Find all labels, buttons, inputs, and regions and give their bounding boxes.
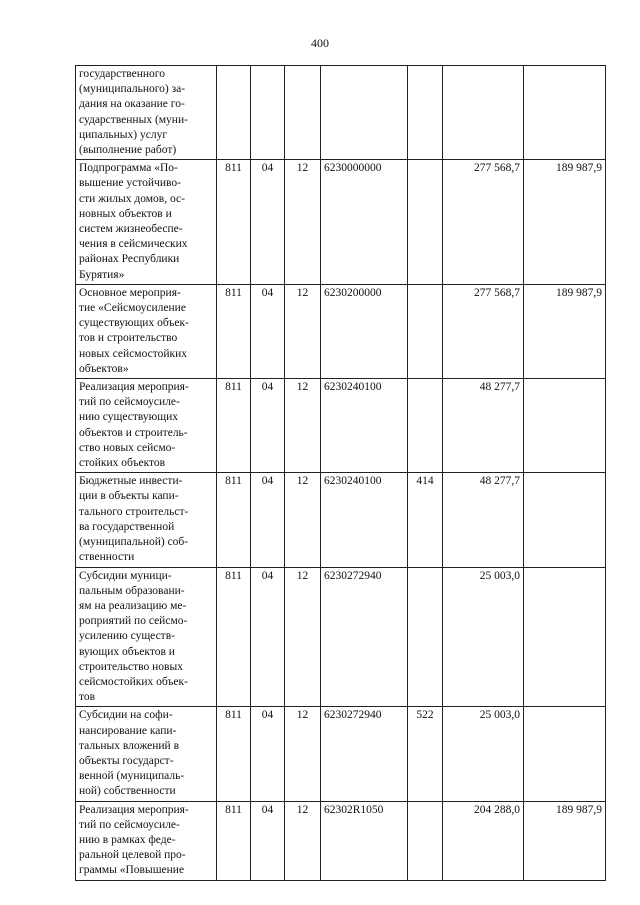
- section-code: [251, 66, 285, 160]
- section-code: 04: [251, 567, 285, 707]
- target-article: 6230240100: [321, 473, 408, 567]
- subsection-code: 12: [285, 473, 321, 567]
- subsection-code: 12: [285, 567, 321, 707]
- ministry-code: 811: [217, 284, 251, 378]
- section-code: 04: [251, 160, 285, 285]
- row-name: Субсидии муници- пальным образовани- ям на реализацию ме- роприятий по сейсмо- усилению существ- вующих объектов и строительство новых сейсмостойких объек- тов: [76, 567, 217, 707]
- ministry-code: 811: [217, 707, 251, 801]
- expense-type: [408, 284, 443, 378]
- table-row: [76, 66, 606, 160]
- amount-1: 277 568,7: [443, 284, 524, 378]
- ministry-code: 811: [217, 379, 251, 473]
- amount-1: 48 277,7: [443, 379, 524, 473]
- subsection-code: 12: [285, 707, 321, 801]
- subsection-code: 12: [285, 801, 321, 880]
- amount-1: 204 288,0: [443, 801, 524, 880]
- subsection-code: [285, 66, 321, 160]
- amount-2: [524, 473, 606, 567]
- amount-1: 277 568,7: [443, 160, 524, 285]
- amount-2: [524, 379, 606, 473]
- row-name: Бюджетные инвести- ции в объекты капи- тального строительст- ва государственной (муниципальной) соб- ственности: [76, 473, 217, 567]
- target-article: [321, 66, 408, 160]
- amount-2: 189 987,9: [524, 801, 606, 880]
- row-name: государственного (муниципального) за- дания на оказание го- сударственных (муни- ципальных) услуг (выполнение работ): [76, 66, 217, 160]
- row-name: Субсидии на софи- нансирование капи- тальных вложений в объекты государст- венной (муниципаль- ной) собственности: [76, 707, 217, 801]
- row-name: Основное мероприя- тие «Сейсмоусиление существующих объек- тов и строительство новых сейсмостойких объектов»: [76, 284, 217, 378]
- target-article: 6230272940: [321, 567, 408, 707]
- subsection-code: 12: [285, 160, 321, 285]
- expense-type: 522: [408, 707, 443, 801]
- amount-1: [443, 66, 524, 160]
- amount-1: 48 277,7: [443, 473, 524, 567]
- expense-type: [408, 160, 443, 285]
- expense-type: [408, 66, 443, 160]
- amount-2: [524, 66, 606, 160]
- amount-1: 25 003,0: [443, 567, 524, 707]
- target-article: 6230240100: [321, 379, 408, 473]
- section-code: 04: [251, 707, 285, 801]
- row-name: Подпрограмма «По- вышение устойчиво- сти жилых домов, ос- новных объектов и систем жизнеобеспе- чения в сейсмических районах Республики Бурятия»: [76, 160, 217, 285]
- expense-type: 414: [408, 473, 443, 567]
- amount-2: [524, 567, 606, 707]
- row-name: Реализация мероприя- тий по сейсмоусиле- нию в рамках феде- ральной целевой про- граммы «Повышение: [76, 801, 217, 880]
- ministry-code: 811: [217, 567, 251, 707]
- section-code: 04: [251, 379, 285, 473]
- table-row: [76, 284, 606, 378]
- ministry-code: 811: [217, 473, 251, 567]
- table-row: [76, 801, 606, 880]
- ministry-code: 811: [217, 801, 251, 880]
- subsection-code: 12: [285, 379, 321, 473]
- section-code: 04: [251, 801, 285, 880]
- amount-2: 189 987,9: [524, 284, 606, 378]
- budget-table: [75, 65, 606, 881]
- subsection-code: 12: [285, 284, 321, 378]
- target-article: 6230200000: [321, 284, 408, 378]
- expense-type: [408, 801, 443, 880]
- target-article: 62302R1050: [321, 801, 408, 880]
- amount-2: 189 987,9: [524, 160, 606, 285]
- table-row: [76, 707, 606, 801]
- table-row: [76, 473, 606, 567]
- target-article: 6230000000: [321, 160, 408, 285]
- ministry-code: 811: [217, 160, 251, 285]
- target-article: 6230272940: [321, 707, 408, 801]
- table-row: [76, 379, 606, 473]
- expense-type: [408, 379, 443, 473]
- table-row: [76, 160, 606, 285]
- expense-type: [408, 567, 443, 707]
- amount-1: 25 003,0: [443, 707, 524, 801]
- section-code: 04: [251, 473, 285, 567]
- section-code: 04: [251, 284, 285, 378]
- row-name: Реализация мероприя- тий по сейсмоусиле- нию существующих объектов и строитель- ство новых сейсмо- стойких объектов: [76, 379, 217, 473]
- ministry-code: [217, 66, 251, 160]
- amount-2: [524, 707, 606, 801]
- page-number: 400: [311, 36, 329, 50]
- table-row: [76, 567, 606, 707]
